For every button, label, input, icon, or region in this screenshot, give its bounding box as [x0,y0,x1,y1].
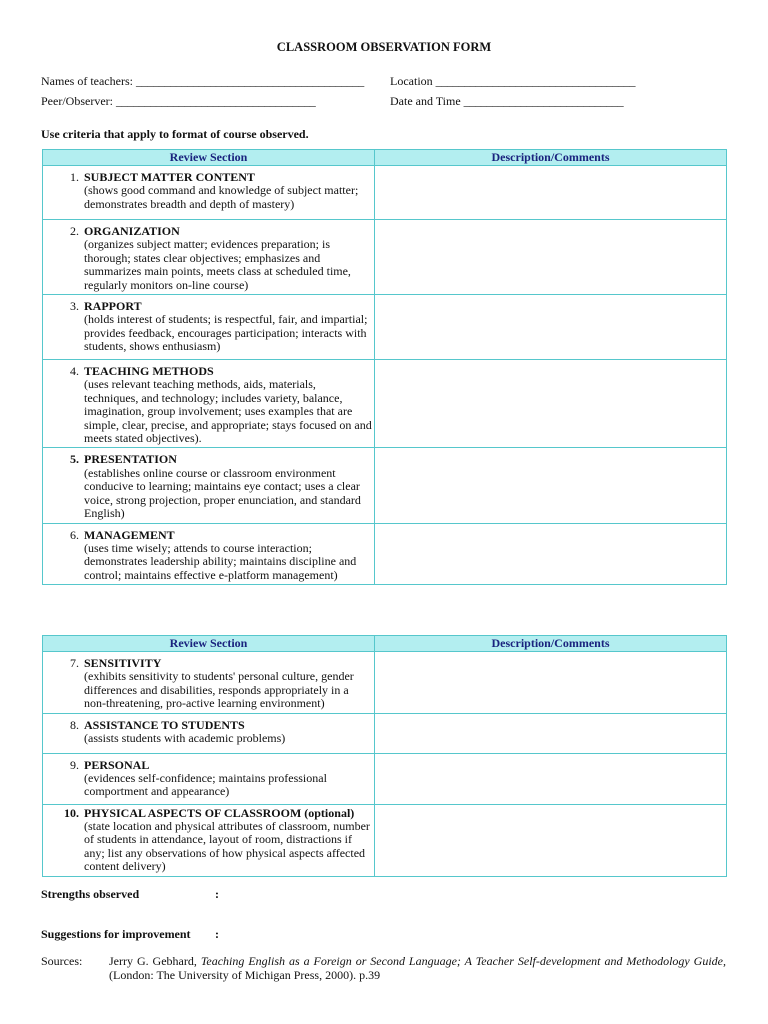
form-title: CLASSROOM OBSERVATION FORM [276,40,492,54]
item-description: (state location and physical attributes of classroom, number of students in attendance, layout of room, distractions if any; list any observations of how physical aspects affected content delivery) [84,819,370,874]
comment-cell[interactable] [375,804,727,876]
date-blank[interactable]: ____________________________ [463,94,624,108]
comment-cell[interactable] [375,523,727,585]
item-description: (holds interest of students; is respectful, fair, and impartial; provides feedback, encourages participation; interacts with students, shows enthusiasm) [84,312,368,354]
comment-cell[interactable] [375,652,727,714]
item-title: ORGANIZATION [84,224,180,238]
table-row [43,220,727,295]
item-number: 3. [70,299,79,314]
item-title: ASSISTANCE TO STUDENTS [84,717,245,732]
comment-cell[interactable] [375,295,727,360]
source-title: Teaching English as a Foreign or Second Language; A Teacher Self-development and Methodology Guide, [200,954,726,968]
instruction-text: Use criteria that apply to format of course observed. [41,127,309,141]
location-label: Location [390,74,433,88]
item-number: 2. [70,224,79,238]
table-row [43,652,727,714]
item-number: 1. [70,170,79,184]
comment-cell[interactable] [375,166,727,220]
suggestions-label: Suggestions for improvement [41,927,191,941]
header-description-comments: Description/Comments [375,636,727,652]
comment-cell[interactable] [375,220,727,295]
item-number: 10. [64,805,79,820]
date-label: Date and Time [390,94,461,108]
table-header-row [43,150,727,166]
item-title: RAPPORT [84,299,142,314]
comment-cell[interactable] [375,360,727,448]
table-row [43,360,727,448]
table-row [43,753,727,804]
location-field[interactable] [390,74,635,89]
source-publisher: (London: The University of Michigan Press, 2000). p.39 [109,968,381,982]
item-description: (assists students with academic problems) [84,731,286,746]
observer-blank[interactable]: ___________________________________ [115,94,316,108]
header-description-comments: Description/Comments [375,150,727,166]
table-row [43,166,727,220]
header-review-section: Review Section [43,636,375,652]
item-description: (uses time wisely; attends to course interaction; demonstrates leadership ability; maintains discipline and control; maintains effective e-platform management) [84,540,357,582]
source-author: Jerry G. Gebhard, [109,954,197,968]
item-title: TEACHING METHODS [84,364,214,379]
item-description: (uses relevant teaching methods, aids, materials, techniques, and technology; includes variety, balance, imagination, group involvement; uses examples that are simple, clear, precise, and appropriate; stays focused on and meets stated objectives). [84,377,372,446]
item-title: MANAGEMENT [84,527,175,542]
table-header-row [43,636,727,652]
item-number: 9. [70,757,79,772]
table-row [43,804,727,876]
item-number: 8. [70,717,79,732]
item-title: PHYSICAL ASPECTS OF CLASSROOM (optional) [84,805,355,820]
item-title: PRESENTATION [84,452,177,467]
review-table-2 [42,635,727,877]
location-blank[interactable]: ___________________________________ [435,74,636,88]
date-field[interactable] [390,94,623,109]
item-title: SUBJECT MATTER CONTENT [84,170,255,184]
observer-field[interactable] [41,94,316,109]
strengths-label: Strengths observed [41,887,140,901]
item-number: 5. [70,452,79,467]
table-row [43,295,727,360]
header-review-section: Review Section [43,150,375,166]
table-row [43,448,727,523]
comment-cell[interactable] [375,713,727,753]
item-number: 7. [70,656,79,670]
suggestions-colon: : [215,927,219,941]
strengths-colon: : [215,887,219,901]
item-number: 6. [70,527,79,542]
sources-label: Sources: [41,954,83,968]
teachers-label: Names of teachers: [41,74,133,88]
teachers-blank[interactable]: ________________________________________ [135,74,364,88]
item-description: (shows good command and knowledge of subject matter; demonstrates breadth and depth of mastery) [84,183,359,211]
observer-label: Peer/Observer: [41,94,113,108]
comment-cell[interactable] [375,448,727,523]
item-description: (organizes subject matter; evidences preparation; is thorough; states clear objectives; emphasizes and summarizes main points, meets class at scheduled time, regularly monitors on-line course) [84,237,351,292]
item-description: (exhibits sensitivity to students' personal culture, gender differences and disabilities, responds appropriately in a non-threatening, pro-active learning environment) [84,669,354,711]
item-description: (establishes online course or classroom environment conducive to learning; maintains eye contact; uses a clear voice, strong projection, proper enunciation, and standard English) [84,465,361,521]
teachers-field[interactable] [41,74,364,89]
item-title: SENSITIVITY [84,656,162,670]
review-table-1 [42,149,727,585]
source-citation [109,954,726,982]
item-title: PERSONAL [84,757,150,772]
item-number: 4. [70,364,79,379]
item-description: (evidences self-confidence; maintains professional comportment and appearance) [84,771,327,799]
table-row [43,523,727,585]
comment-cell[interactable] [375,753,727,804]
table-row [43,713,727,753]
